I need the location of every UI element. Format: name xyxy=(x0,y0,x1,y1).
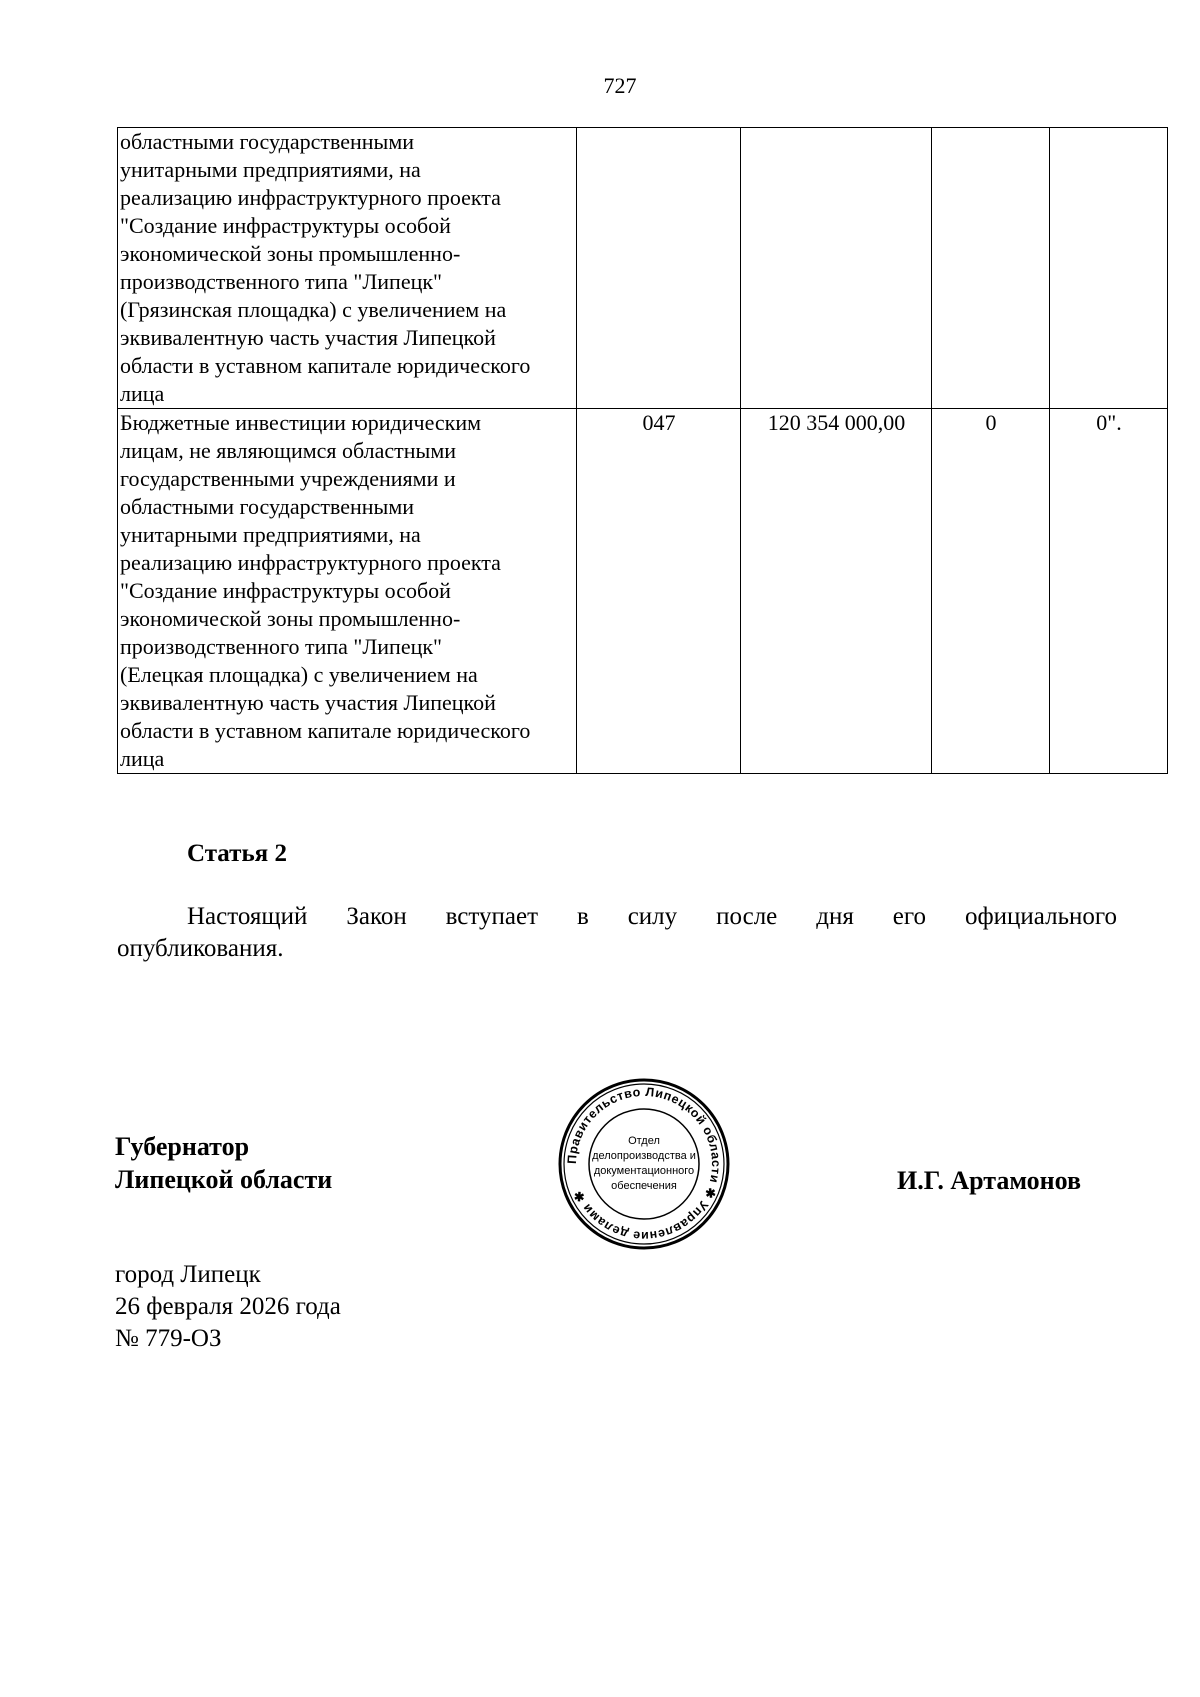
seal-center-line: Отдел xyxy=(628,1135,660,1147)
seal-ring-text: Правительство Липецкой области ✱ Управление делами ✱ xyxy=(564,1084,724,1244)
row-value1-cell xyxy=(932,128,1050,409)
seal-center-line: обеспечения xyxy=(611,1180,677,1192)
law-number: № 779-ОЗ xyxy=(115,1325,222,1352)
table-row xyxy=(118,128,1168,409)
description-line: области в уставном капитале юридического xyxy=(120,718,531,743)
description-line: (Грязинская площадка) с увеличением на xyxy=(120,297,507,322)
article-text-line: опубликования. xyxy=(117,935,284,962)
description-line: областными государственными xyxy=(120,494,415,519)
seal-center-line: делопроизводства и xyxy=(592,1150,696,1162)
article-text xyxy=(117,901,1117,965)
description-line: Бюджетные инвестиции юридическим xyxy=(120,410,482,435)
signatory-name: И.Г. Артамонов xyxy=(897,1166,1082,1195)
description-line: унитарными предприятиями, на xyxy=(120,157,421,182)
row-value1-cell: 0 xyxy=(932,409,1050,774)
row-value2-cell: 0". xyxy=(1050,409,1168,774)
description-line: реализацию инфраструктурного проекта xyxy=(120,185,501,210)
description-line: лица xyxy=(120,381,165,406)
signatory-position xyxy=(115,1130,332,1196)
page-number: 727 xyxy=(603,73,637,98)
row-code-cell: 047 xyxy=(577,409,741,774)
description-line: государственными учреждениями и xyxy=(120,466,456,491)
article-text-line: Настоящий Закон вступает в силу после дня его официального xyxy=(187,903,1117,930)
date: 26 февраля 2026 года xyxy=(115,1293,341,1320)
place-date-block xyxy=(115,1259,341,1355)
city: город Липецк xyxy=(115,1261,261,1288)
description-line: областными государственными xyxy=(120,129,415,154)
description-line: экономической зоны промышленно- xyxy=(120,606,461,631)
position-line: Губернатор xyxy=(115,1132,250,1161)
description-line: эквивалентную часть участия Липецкой xyxy=(120,325,496,350)
description-line: (Елецкая площадка) с увеличением на xyxy=(120,662,478,687)
description-line: унитарными предприятиями, на xyxy=(120,522,421,547)
article-title: Статья 2 xyxy=(187,840,287,867)
row-code-cell xyxy=(577,128,741,409)
row-amount-cell xyxy=(741,128,932,409)
budget-table xyxy=(117,127,1168,774)
description-line: реализацию инфраструктурного проекта xyxy=(120,550,501,575)
description-line: производственного типа "Липецк" xyxy=(120,634,443,659)
description-line: лица xyxy=(120,746,165,771)
description-line: "Создание инфраструктуры особой xyxy=(120,213,451,238)
description-line: "Создание инфраструктуры особой xyxy=(120,578,451,603)
description-line: лицам, не являющимся областными xyxy=(120,438,457,463)
table-row xyxy=(118,409,1168,774)
description-line: производственного типа "Липецк" xyxy=(120,269,443,294)
description-line: области в уставном капитале юридического xyxy=(120,353,531,378)
row-value2-cell xyxy=(1050,128,1168,409)
position-line: Липецкой области xyxy=(115,1165,333,1194)
row-description-cell xyxy=(118,409,577,774)
description-line: эквивалентную часть участия Липецкой xyxy=(120,690,496,715)
description-line: экономической зоны промышленно- xyxy=(120,241,461,266)
official-seal xyxy=(556,1076,732,1252)
row-description-cell xyxy=(118,128,577,409)
seal-center-line: документационного xyxy=(593,1165,695,1177)
row-amount-cell: 120 354 000,00 xyxy=(741,409,932,774)
